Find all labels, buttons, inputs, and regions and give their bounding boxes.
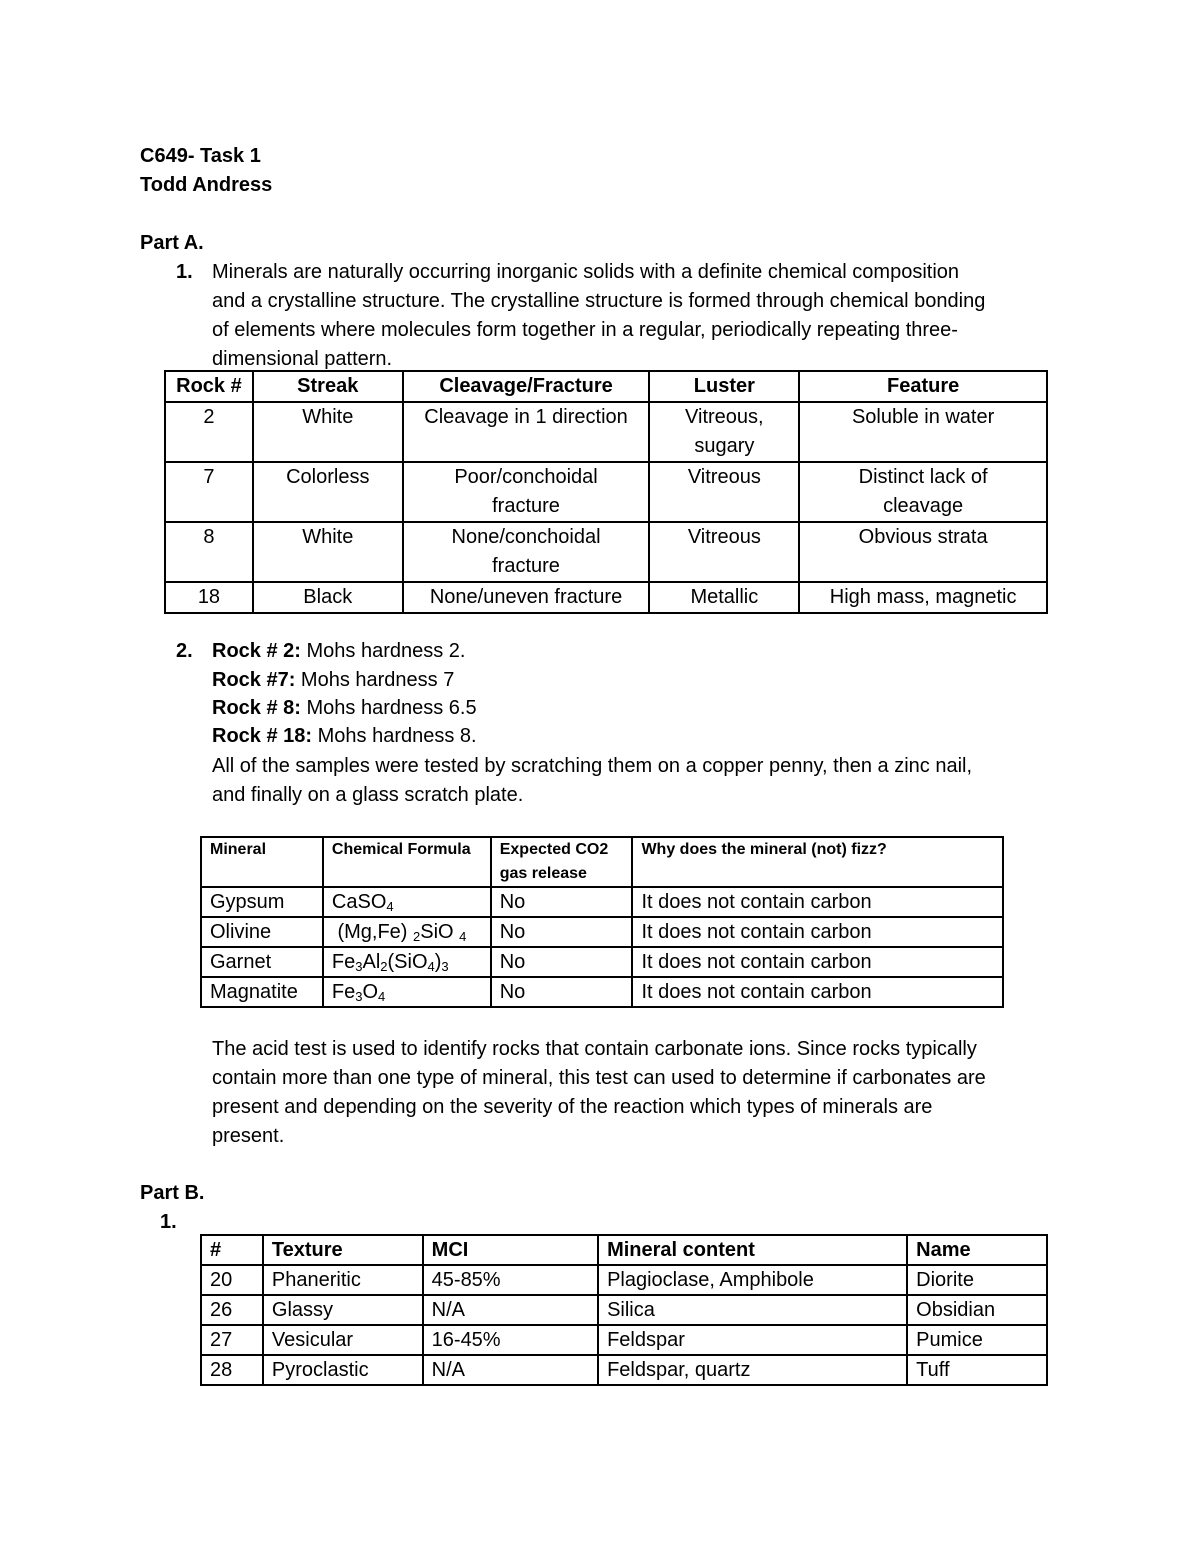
table-cell: Silica (598, 1295, 907, 1325)
igneous-rocks-table (200, 1234, 1048, 1386)
column-header: Luster (649, 371, 799, 402)
mineral-cell: Garnet (201, 947, 323, 977)
acid-paragraph-line: contain more than one type of mineral, this test can used to determine if carbonates are (212, 1067, 986, 1089)
formula-cell: CaSO$_4$ (323, 887, 491, 917)
table-header-row (165, 371, 1047, 402)
acid-test-table (200, 836, 1004, 1008)
column-header: Expected CO2 gas release (491, 837, 633, 887)
part-b-heading: Part B. (140, 1182, 205, 1204)
table-cell: Plagioclase, Amphibole (598, 1265, 907, 1295)
rock-label: Rock # 2: (212, 640, 301, 662)
co2-cell: No (491, 887, 633, 917)
table-cell: White (253, 402, 403, 462)
table-row (165, 522, 1047, 582)
formula-cell: $Fe_3Al_2(SiO_4)_3$ (323, 947, 491, 977)
table-row (201, 947, 1003, 977)
table-cell: Diorite (907, 1265, 1047, 1295)
hardness-text: Mohs hardness 7 (295, 669, 455, 691)
table-cell: 20 (201, 1265, 263, 1295)
table-cell: 8 (165, 522, 253, 582)
hardness-text: Mohs hardness 2. (300, 640, 466, 662)
q1-line: and a crystalline structure. The crystalline structure is formed through chemical bonding (212, 290, 986, 312)
table-cell: Tuff (907, 1355, 1047, 1385)
table-cell: 7 (165, 462, 253, 522)
mineral-properties-table (164, 370, 1048, 614)
table-row (201, 1355, 1047, 1385)
why-cell: It does not contain carbon (632, 947, 1003, 977)
table-cell: Feldspar, quartz (598, 1355, 907, 1385)
column-header: MCI (423, 1235, 598, 1265)
table-cell: Glassy (263, 1295, 423, 1325)
co2-cell: No (491, 917, 633, 947)
table-cell: 16-45% (423, 1325, 598, 1355)
part-b-q1-number: 1. (160, 1211, 177, 1233)
table-cell: High mass, magnetic (799, 582, 1047, 613)
column-header: Name (907, 1235, 1047, 1265)
hardness-item (212, 694, 477, 723)
table-cell: Phaneritic (263, 1265, 423, 1295)
q2-number: 2. (176, 640, 193, 662)
table-row (201, 887, 1003, 917)
hardness-text: Mohs hardness 8. (312, 725, 477, 747)
column-header: Cleavage/Fracture (403, 371, 650, 402)
acid-paragraph-line: present. (212, 1125, 285, 1147)
rock-label: Rock # 8: (212, 697, 301, 719)
column-header: Why does the mineral (not) fizz? (632, 837, 1003, 887)
column-header: Streak (253, 371, 403, 402)
acid-paragraph-line: The acid test is used to identify rocks that contain carbonate ions. Since rocks typically (212, 1038, 977, 1060)
table-cell: 28 (201, 1355, 263, 1385)
table-cell: N/A (423, 1355, 598, 1385)
co2-cell: No (491, 977, 633, 1007)
table-cell: Obsidian (907, 1295, 1047, 1325)
hardness-item (212, 722, 477, 751)
table-row (165, 582, 1047, 613)
table-cell: 18 (165, 582, 253, 613)
table-row (201, 1265, 1047, 1295)
table-header-row (201, 1235, 1047, 1265)
table-cell: 45-85% (423, 1265, 598, 1295)
table-cell: Obvious strata (799, 522, 1047, 582)
column-header: Mineral content (598, 1235, 907, 1265)
why-cell: It does not contain carbon (632, 977, 1003, 1007)
table-cell: Colorless (253, 462, 403, 522)
rock-label: Rock #7: (212, 669, 296, 691)
table-row (201, 1325, 1047, 1355)
column-header: Feature (799, 371, 1047, 402)
co2-cell: No (491, 947, 633, 977)
formula-cell: (Mg,Fe) $_2$SiO $_4$ (323, 917, 491, 947)
column-header: Chemical Formula (323, 837, 491, 887)
acid-paragraph-line: present and depending on the severity of the reaction which types of minerals are (212, 1096, 933, 1118)
q1-line: Minerals are naturally occurring inorganic solids with a definite chemical composition (212, 261, 960, 283)
why-cell: It does not contain carbon (632, 887, 1003, 917)
column-header: Rock # (165, 371, 253, 402)
column-header: Texture (263, 1235, 423, 1265)
table-cell: Vitreous (649, 522, 799, 582)
table-row (201, 917, 1003, 947)
table-row (165, 462, 1047, 522)
table-cell: Vitreous (649, 462, 799, 522)
table-cell: Metallic (649, 582, 799, 613)
table-cell: Feldspar (598, 1325, 907, 1355)
hardness-text: Mohs hardness 6.5 (300, 697, 477, 719)
table-cell: Distinct lack of cleavage (799, 462, 1047, 522)
table-cell: Pumice (907, 1325, 1047, 1355)
table-cell: Black (253, 582, 403, 613)
rock-label: Rock # 18: (212, 725, 313, 747)
table-cell: Vesicular (263, 1325, 423, 1355)
scratch-note-line: All of the samples were tested by scratching them on a copper penny, then a zinc nail, (212, 755, 973, 777)
mineral-cell: Magnatite (201, 977, 323, 1007)
table-row (165, 402, 1047, 462)
table-row (201, 977, 1003, 1007)
part-a-heading: Part A. (140, 232, 204, 254)
q1-number: 1. (176, 261, 193, 283)
table-cell: White (253, 522, 403, 582)
hardness-item (212, 666, 454, 695)
mineral-cell: Gypsum (201, 887, 323, 917)
table-cell: Pyroclastic (263, 1355, 423, 1385)
table-cell: None/uneven fracture (403, 582, 650, 613)
table-cell: None/conchoidal fracture (403, 522, 650, 582)
table-cell: N/A (423, 1295, 598, 1325)
column-header: Mineral (201, 837, 323, 887)
table-header-row (201, 837, 1003, 887)
hardness-item (212, 637, 465, 666)
table-cell: 27 (201, 1325, 263, 1355)
table-cell: Soluble in water (799, 402, 1047, 462)
course-title: C649- Task 1 (140, 145, 261, 167)
table-cell: 2 (165, 402, 253, 462)
table-row (201, 1295, 1047, 1325)
column-header: # (201, 1235, 263, 1265)
table-cell: Poor/conchoidal fracture (403, 462, 650, 522)
table-cell: Vitreous, sugary (649, 402, 799, 462)
table-cell: Cleavage in 1 direction (403, 402, 650, 462)
author-name: Todd Andress (140, 174, 273, 196)
formula-cell: $Fe_3O_4$ (323, 977, 491, 1007)
mineral-cell: Olivine (201, 917, 323, 947)
table-cell: 26 (201, 1295, 263, 1325)
q1-line: dimensional pattern. (212, 348, 393, 370)
q1-line: of elements where molecules form together in a regular, periodically repeating three- (212, 319, 958, 341)
why-cell: It does not contain carbon (632, 917, 1003, 947)
scratch-note-line: and finally on a glass scratch plate. (212, 784, 524, 806)
